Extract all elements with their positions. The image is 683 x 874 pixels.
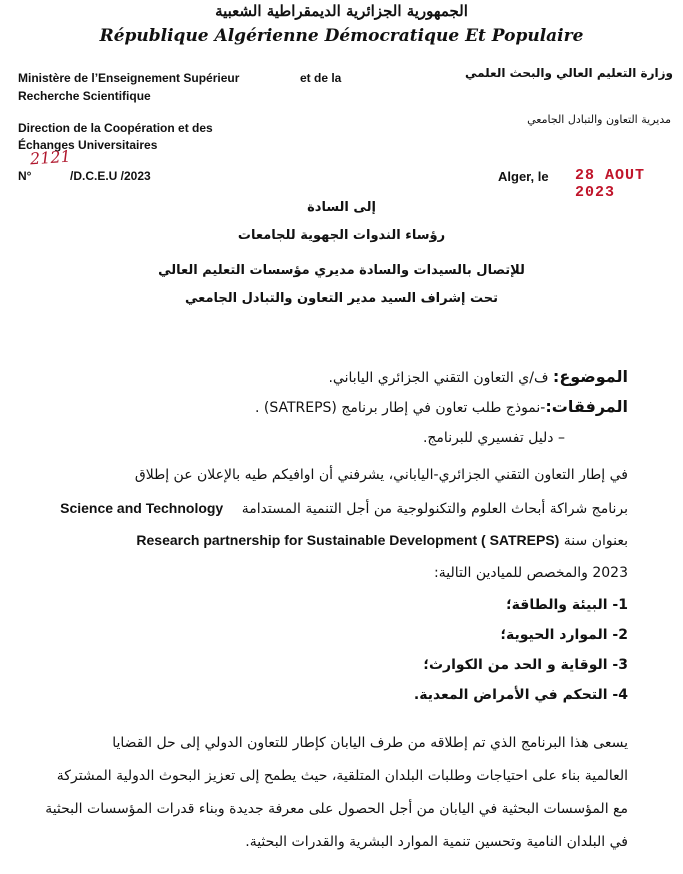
republic-title-ar: الجمهورية الجزائرية الديمقراطية الشعبية [215,2,468,20]
addressee-line-2: رؤساء الندوات الجهوية للجامعات [237,228,446,243]
field-item-1: 1- البيئة والطاقة؛ [506,597,628,613]
attachments-item-2: – دليل تفسيري للبرنامج. [422,430,565,446]
direction-line1: Direction de la Coopération et des [18,121,213,135]
ministry-line2: Recherche Scientifique [18,89,151,103]
ministry-and: et de la [300,71,342,85]
addressee-line-3: للإتصال بالسيدات والسادة مديري مؤسسات التعليم العالي [158,263,525,278]
field-item-4: 4- التحكم في الأمراض المعدية. [413,687,628,703]
attachments-line-1 [68,390,628,425]
ministry-line1: Ministère de l’Enseignement Supérieur [18,71,240,85]
attachments-item-1: -نموذج طلب تعاون في إطار برنامج (SATREPS) . [254,400,546,416]
paragraph1-line3-en: Research partnership for Sustainable Development ( SATREPS) [136,532,560,548]
paragraph1-line1: في إطار التعاون التقني الجزائري-الياباني، يشرفني أن اوافيكم طيه بالإعلان عن إطلاق [134,467,628,483]
paragraph1-line2-en: Science and Technology [60,500,224,516]
paragraph2-line4: في البلدان النامية وتحسين تنمية الموارد البشرية والقدرات البحثية. [245,834,628,850]
republic-title-fr: République Algérienne Démocratique Et Populaire [99,26,584,46]
subject-label: الموضوع: [552,367,628,386]
paragraph2-line1: يسعى هذا البرنامج الذي تم إطلاقه من طرف اليابان كإطار للتعاون الدولي إلى حل القضايا [112,735,628,751]
reference-prefix: N° [18,169,32,183]
direction-ar: مديرية التعاون والتبادل الجامعي [527,113,671,126]
field-item-2: 2- الموارد الحيوية؛ [500,627,628,643]
direction-line2: Échanges Universitaires [18,138,158,152]
paragraph2-line3: مع المؤسسات البحثية في اليابان من أجل الحصول على معرفة جديدة وبناء قدرات المؤسسات البحثية [45,801,628,817]
date-stamp: 28 AOUT 2023 [575,167,646,201]
subject-text: ف/ي التعاون التقني الجزائري الياباني. [328,370,553,386]
ministry-ar: وزارة التعليم العالي والبحث العلمي [464,66,673,80]
paragraph2-line2: العالمية بناء على احتياجات وطلبات البلدان المتلقية، حيث يطمح إلى تعزيز البحوث الدولية المشتركة [56,768,628,784]
paragraph1-line4: 2023 والمخصص للميادين التالية: [434,565,628,581]
reference-suffix: /D.C.E.U /2023 [70,169,151,183]
paragraph1-line2 [28,492,628,526]
addressee-line-1: إلى السادة [307,200,376,215]
paragraph1-line3 [28,524,628,558]
field-item-3: 3- الوقاية و الحد من الكوارث؛ [423,657,628,673]
paragraph1-line2-ar: برنامج شراكة أبحاث العلوم والتكنولوجية من أجل التنمية المستدامة [241,501,628,517]
paragraph1-line3-ar: بعنوان سنة [563,533,628,549]
handwritten-reference-number: 2121 [29,146,72,169]
date-label: Alger, le [498,169,549,184]
attachments-label: المرفقات: [545,397,628,416]
addressee-line-4: تحت إشراف السيد مدير التعاون والتبادل الجامعي [185,291,498,306]
